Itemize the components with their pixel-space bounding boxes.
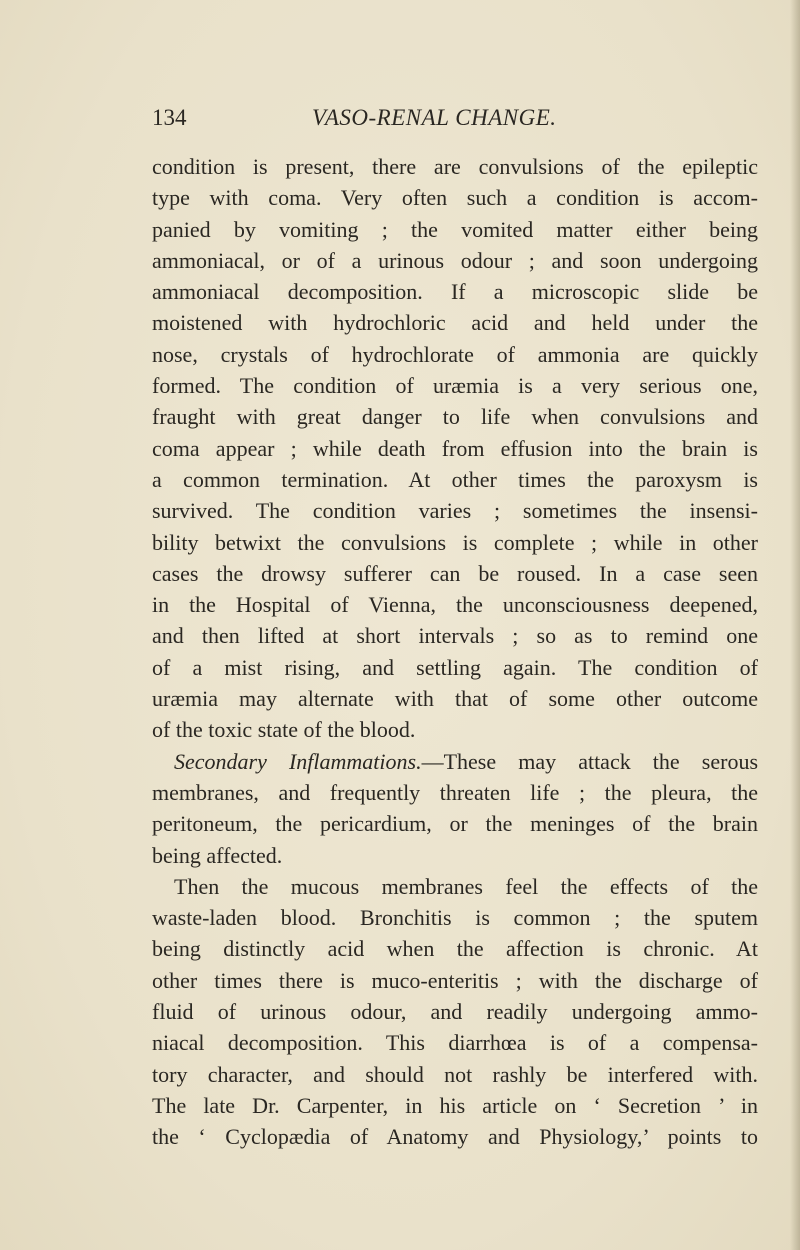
text-line: in the Hospital of Vienna, the unconsciousness deepened,: [152, 592, 758, 618]
text-line: and then lifted at short intervals ; so as to remind one: [152, 623, 758, 649]
text-line: survived. The condition varies ; sometimes the insensi-: [152, 498, 758, 524]
text-line: The late Dr. Carpenter, in his article on ‘ Secretion ’ in: [152, 1092, 758, 1118]
text-line: being distinctly acid when the affection is chronic. At: [152, 936, 758, 962]
text-line: other times there is muco-enteritis ; with the discharge of: [152, 967, 758, 993]
text-line: of a mist rising, and settling again. The condition of: [152, 654, 758, 680]
text-line: type with coma. Very often such a condition is accom-: [152, 185, 758, 211]
text-line: tory character, and should not rashly be interfered with.: [152, 1061, 758, 1087]
text-line: uræmia may alternate with that of some other outcome: [152, 686, 758, 712]
page-edge-shadow: [790, 0, 800, 1250]
text-line: of the toxic state of the blood.: [152, 717, 416, 743]
text-line: cases the drowsy sufferer can be roused. In a case seen: [152, 560, 758, 586]
text-line: fraught with great danger to life when convulsions and: [152, 404, 758, 430]
text-line: membranes, and frequently threaten life ; the pleura, the: [152, 779, 758, 805]
text-line: panied by vomiting ; the vomited matter either being: [152, 216, 758, 242]
text-line: condition is present, there are convulsions of the epileptic: [152, 154, 758, 179]
text-line: bility betwixt the convulsions is complete ; while in other: [152, 529, 758, 555]
text-line: peritoneum, the pericardium, or the meninges of the brain: [152, 811, 758, 837]
text-line: moistened with hydrochloric acid and held under the: [152, 310, 758, 336]
text-line: the ‘ Cyclopædia of Anatomy and Physiology,’ points to: [152, 1124, 758, 1150]
text-line: niacal decomposition. This diarrhœa is of a compensa-: [152, 1030, 758, 1056]
text-line: waste-laden blood. Bronchitis is common ; the sputem: [152, 905, 758, 931]
text-line: being affected.: [152, 842, 283, 868]
text-line: fluid of urinous odour, and readily undergoing ammo-: [152, 999, 758, 1025]
body-text: [152, 151, 758, 1153]
text-line-fragment: —These may attack the serous: [421, 748, 759, 774]
text-line: a common termination. At other times the paroxysm is: [152, 466, 758, 492]
running-title: VASO-RENAL CHANGE.: [312, 105, 557, 130]
text-line: formed. The condition of uræmia is a very serious one,: [152, 373, 758, 399]
text-line: ammoniacal, or of a urinous odour ; and soon undergoing: [152, 247, 758, 273]
text-line: nose, crystals of hydrochlorate of ammonia are quickly: [152, 341, 758, 367]
text-line: ammoniacal decomposition. If a microscopic slide be: [152, 279, 758, 305]
section-heading-secondary-inflammations: Secondary Inflammations.: [174, 748, 422, 774]
page-header: [152, 103, 752, 133]
secondary-inflammations-paragraph-start: [152, 746, 758, 777]
page-number: 134: [152, 105, 187, 130]
text-line: Then the mucous membranes feel the effects of the: [174, 873, 758, 899]
text-line: coma appear ; while death from effusion into the brain is: [152, 435, 758, 461]
